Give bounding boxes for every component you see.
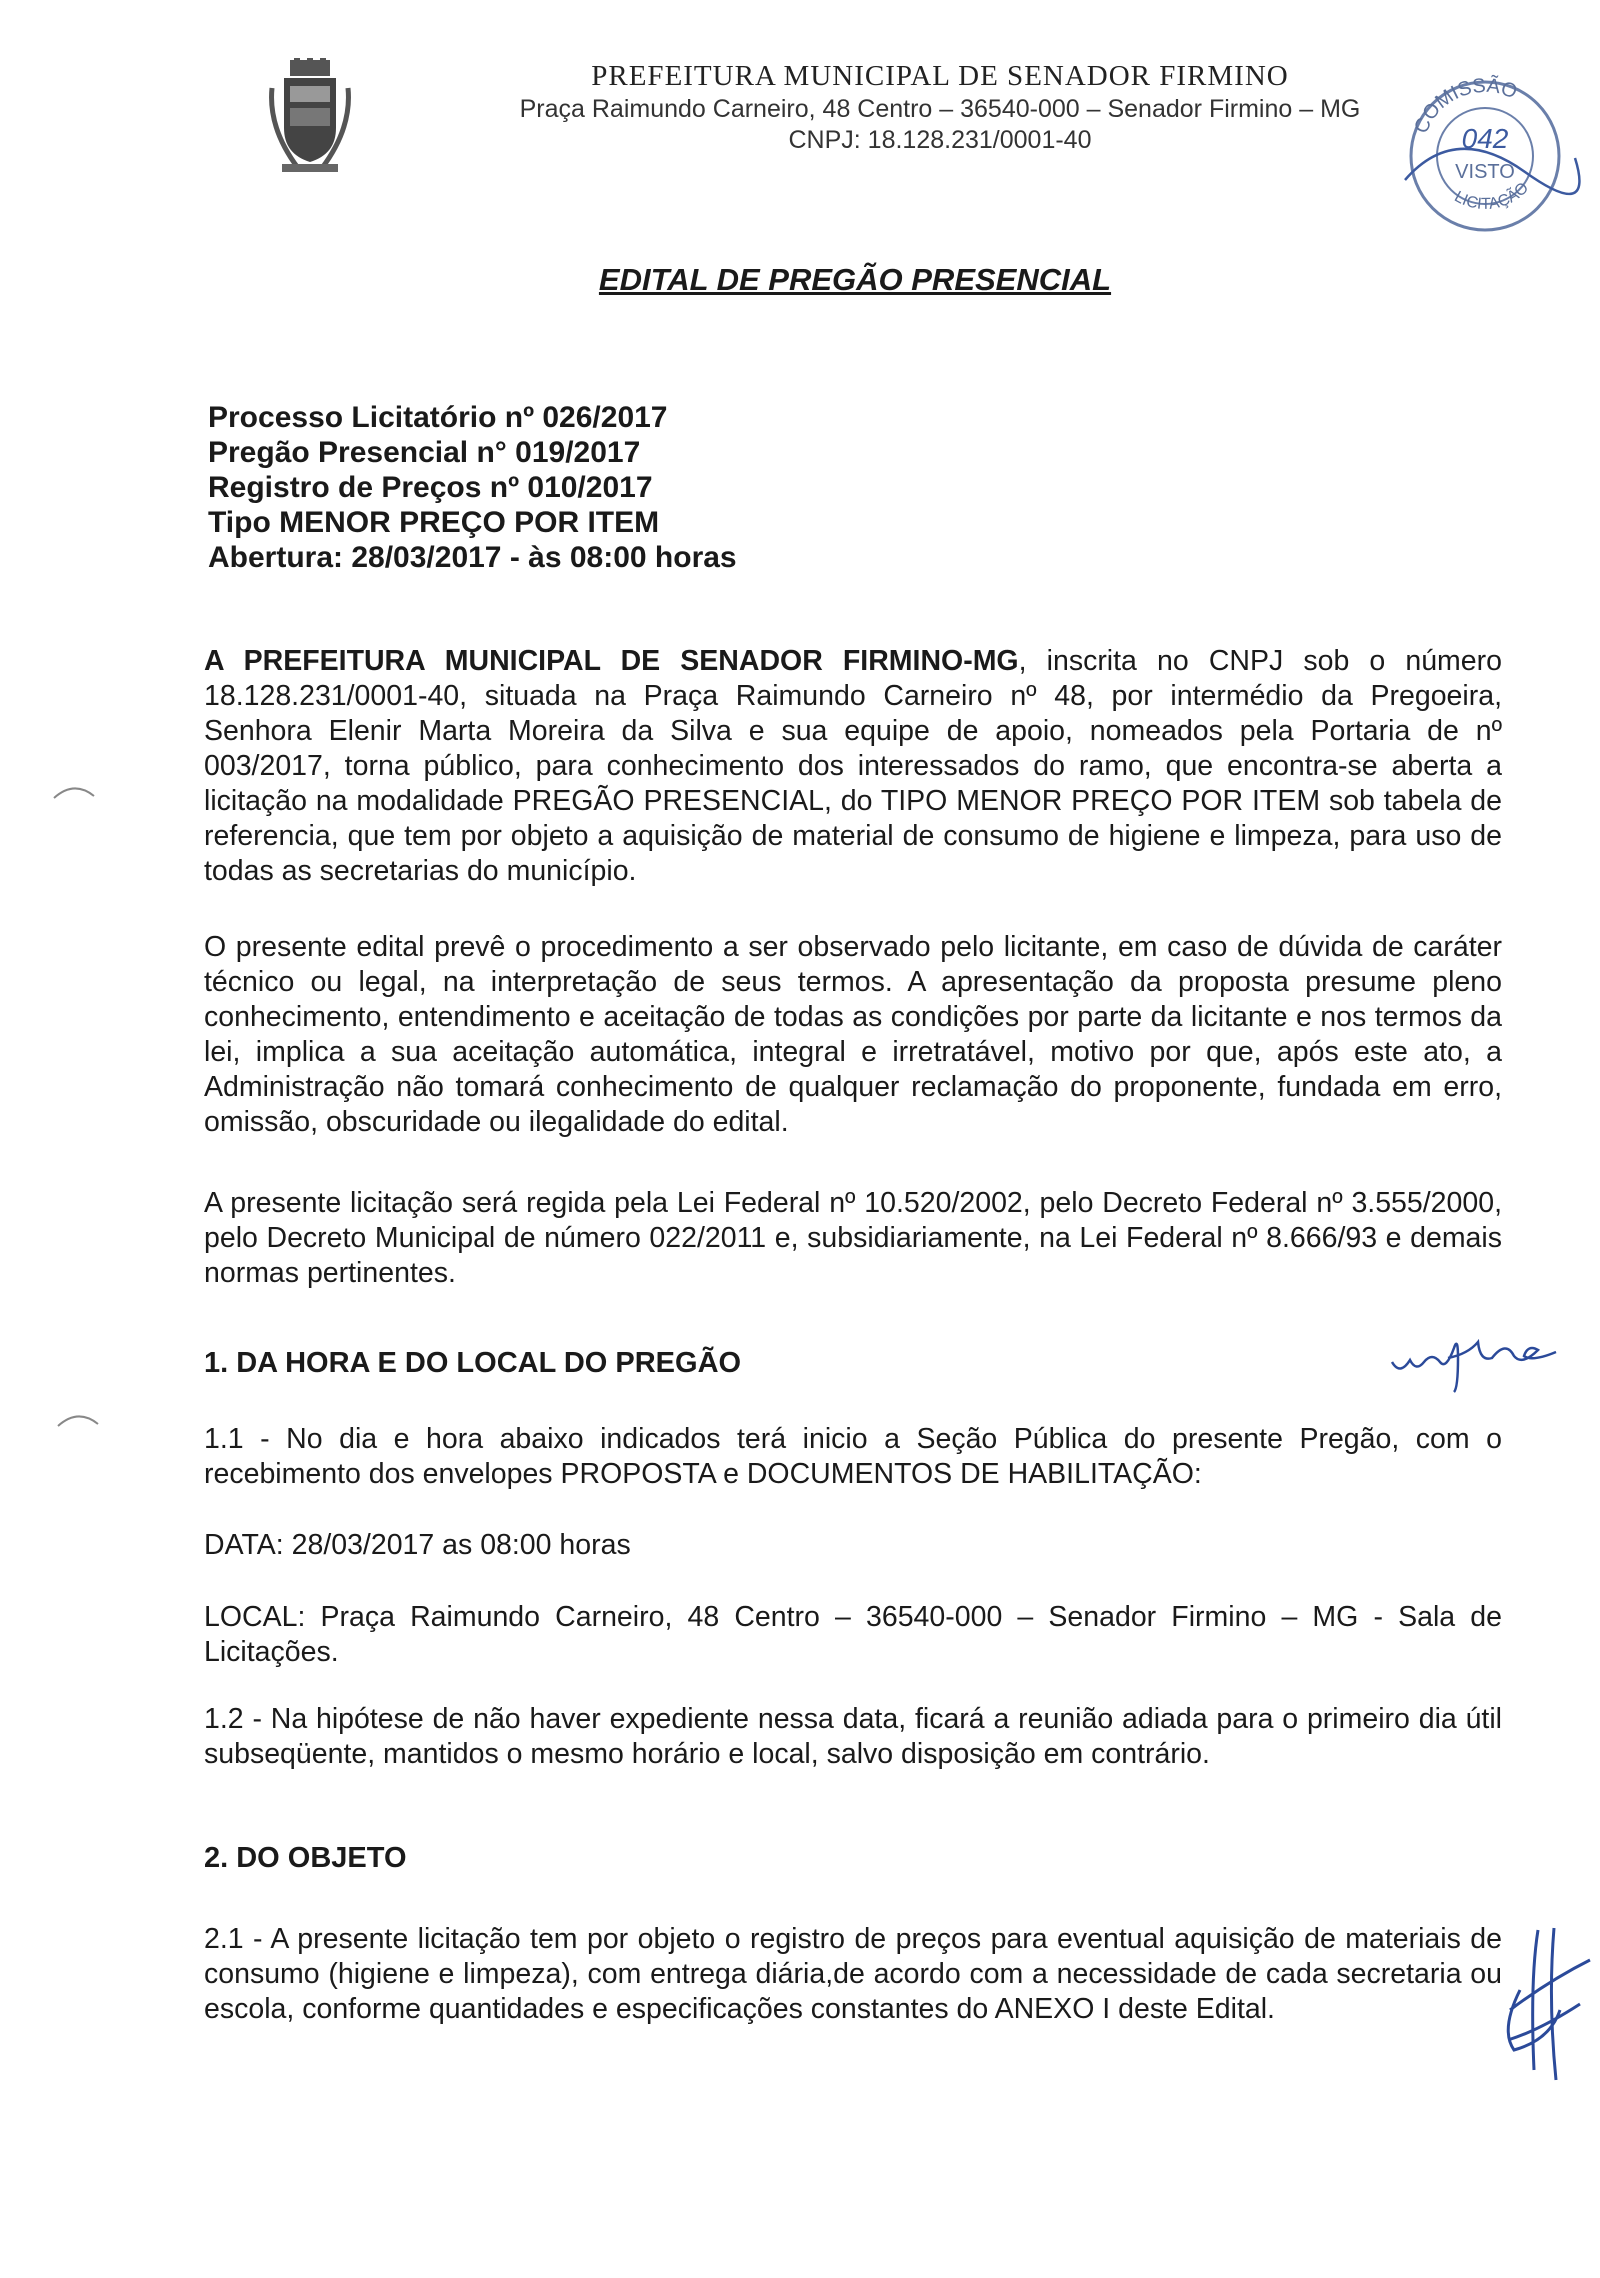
- legal-basis-paragraph: A presente licitação será regida pela Lei Federal nº 10.520/2002, pelo Decreto Federal nº 3.555/2000, pelo Decreto Municipal de número 022/2011 e, subsidiariamente, na Lei Federal nº 8.666/93 e demais normas pertinentes.: [204, 1187, 1502, 1289]
- opening-date: Abertura: 28/03/2017 - às 08:00 horas: [208, 541, 737, 574]
- section-2-1: 2.1 - A presente licitação tem por objeto o registro de preços para eventual aquisição de materiais de consumo (higiene e limpeza), com entrega diária,de acordo com a necessidade de cada secretaria ou escola, conforme quantidades e especificações constantes do ANEXO I deste Edital.: [204, 1923, 1502, 2025]
- intro-lead: A PREFEITURA MUNICIPAL DE SENADOR FIRMINO-MG: [204, 645, 1019, 677]
- section-1-date: DATA: 28/03/2017 as 08:00 horas: [204, 1529, 631, 1561]
- municipality-name: PREFEITURA MUNICIPAL DE SENADOR FIRMINO: [591, 60, 1289, 92]
- process-number: Processo Licitatório nº 026/2017: [208, 401, 668, 434]
- municipality-address: Praça Raimundo Carneiro, 48 Centro – 36540-000 – Senador Firmino – MG: [519, 95, 1361, 123]
- letterhead: [440, 60, 1440, 155]
- section-1-2: 1.2 - Na hipótese de não haver expediente nessa data, ficará a reunião adiada para o primeiro dia útil subseqüente, mantidos o mesmo horário e local, salvo disposição em contrário.: [204, 1703, 1502, 1770]
- stamp-visto: VISTO: [1455, 161, 1515, 183]
- stamp-top-text: COMISSÃO: [1410, 74, 1521, 137]
- section-1-local: LOCAL: Praça Raimundo Carneiro, 48 Centro – 36540-000 – Senador Firmino – MG - Sala de Licitações.: [204, 1601, 1502, 1668]
- stamp-number: 042: [1461, 123, 1509, 154]
- document-title: EDITAL DE PREGÃO PRESENCIAL: [598, 262, 1112, 297]
- stamp-bottom-text: LICITAÇÃO: [1451, 179, 1533, 213]
- section-1-heading: 1. DA HORA E DO LOCAL DO PREGÃO: [204, 1347, 742, 1379]
- signature-icon: [1388, 1318, 1558, 1394]
- registry-number: Registro de Preços nº 010/2017: [208, 471, 653, 504]
- tender-type: Tipo MENOR PREÇO POR ITEM: [208, 506, 660, 539]
- section-2-heading: 2. DO OBJETO: [204, 1842, 407, 1874]
- process-info: [208, 400, 737, 575]
- punch-mark: [56, 1410, 100, 1428]
- punch-mark: [52, 782, 96, 800]
- intro-paragraph: [204, 644, 1502, 889]
- commission-stamp: [1385, 62, 1585, 242]
- coat-of-arms-icon: [268, 58, 352, 178]
- section-1-1: 1.1 - No dia e hora abaixo indicados terá inicio a Seção Pública do presente Pregão, com o recebimento dos envelopes PROPOSTA e DOCUMENTOS DE HABILITAÇÃO:: [204, 1423, 1502, 1490]
- municipality-cnpj: CNPJ: 18.128.231/0001-40: [788, 126, 1092, 154]
- pregao-number: Pregão Presencial n° 019/2017: [208, 436, 641, 469]
- initials-icon: [1490, 1920, 1600, 2090]
- intro-text: , inscrita no CNPJ sob o número 18.128.231/0001-40, situada na Praça Raimundo Carneiro nº 48, por intermédio da Pregoeira, Senhora Elenir Marta Moreira da Silva e sua equipe de apoio, nomeados pela Portaria de nº 003/2017, torna público, para conhecimento dos interessados do ramo, que encontra-se aberta a licitação na modalidade PREGÃO PRESENCIAL, do TIPO MENOR PREÇO POR ITEM sob tabela de referencia, que tem por objeto a aquisição de material de consumo de higiene e limpeza, para uso de todas as secretarias do município.: [204, 645, 1502, 887]
- procedure-paragraph: O presente edital prevê o procedimento a ser observado pelo licitante, em caso de dúvida de caráter técnico ou legal, na interpretação de seus termos. A apresentação da proposta presume pleno conhecimento, entendimento e aceitação de todas as condições por parte da licitante e nos termos da lei, implica a sua aceitação automática, integral e irretratável, motivo por que, após este ato, a Administração não tomará conhecimento de qualquer reclamação do proponente, fundada em erro, omissão, obscuridade ou ilegalidade do edital.: [204, 931, 1502, 1138]
